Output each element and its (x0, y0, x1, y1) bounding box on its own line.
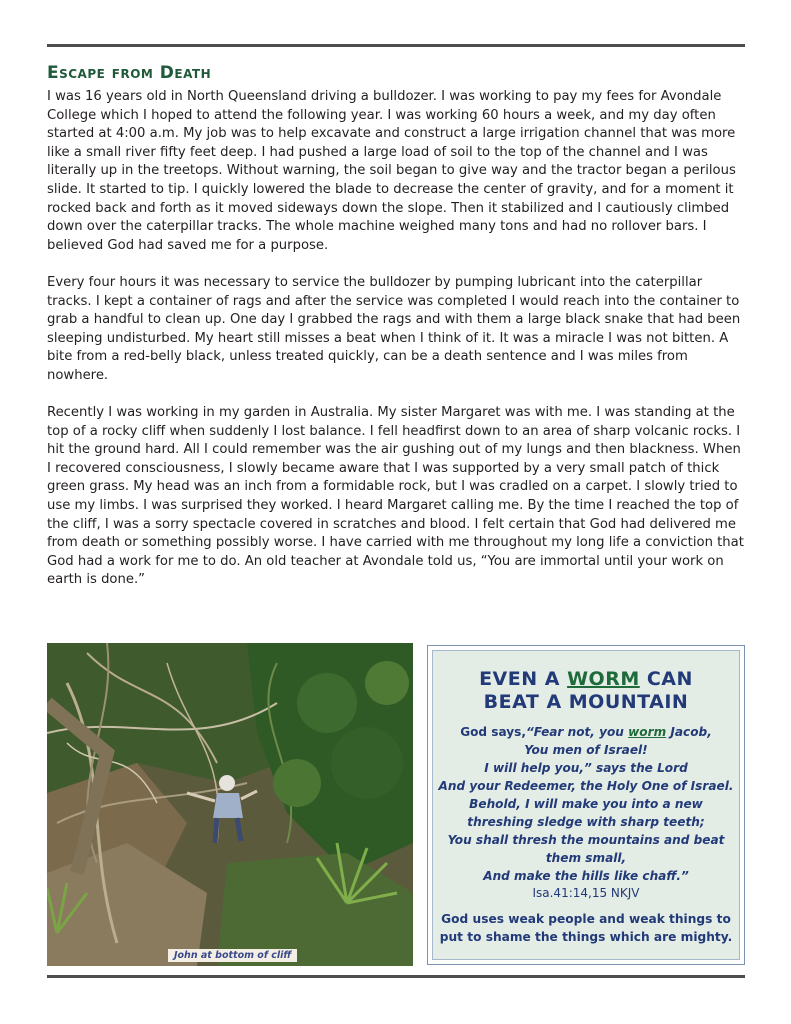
article-title: Escape from Death (47, 63, 212, 83)
top-rule (47, 44, 745, 47)
verse-line: And your Redeemer, the Holy One of Israel. (438, 779, 734, 793)
verse-worm: worm (628, 725, 667, 739)
verse-line: I will help you,” says the Lord (484, 761, 688, 775)
article-paragraph: I was 16 years old in North Queensland driving a bulldozer. I was working to pay my fees for Avondale College which I hoped to attend the following year. I was working 60 hours a week, and my day often started at 4:00 a.m. My job was to help excavate and construct a large irrigation channel that was more like a small river fifty feet deep. I had pushed a large load of soil to the top of the channel and I was literally up in the treetops. Without warning, the soil began to give way and the tractor began a perilous slide. It started to tip. I quickly lowered the blade to decrease the center of gravity, and for a moment it rocked back and forth as it moved sideways down the slope. Then it stabilized and I cautiously climbed down over the caterpillar tracks. The whole machine weighed many tons and had no rollover bars. I believed God had saved me for a purpose. (47, 89, 736, 253)
moral-line-1: God uses weak people and weak things to (441, 912, 731, 926)
headline-worm: WORM (567, 668, 640, 690)
scripture-panel (432, 650, 740, 960)
moral-line-2: put to shame the things which are mighty. (439, 930, 733, 944)
bottom-rule (47, 975, 745, 978)
cliff-photo-illustration (47, 643, 413, 966)
verse-line: You men of Israel! (524, 743, 648, 757)
headline-suffix: CAN (639, 668, 693, 690)
verse-line: And make the hills like chaff.” (483, 869, 689, 883)
verse-line: You shall thresh the mountains and beat (447, 833, 725, 847)
headline-prefix: EVEN A (479, 668, 568, 690)
verse-text (433, 723, 739, 885)
verse-after: Jacob, (666, 725, 712, 739)
verse-reference: Isa.41:14,15 NKJV (532, 886, 640, 900)
verse-line: Behold, I will make you into a new (469, 797, 703, 811)
headline-line-2: BEAT A MOUNTAIN (483, 691, 689, 713)
sidebar-headline (433, 668, 739, 714)
cliff-photo (47, 643, 413, 966)
sidebar-moral (433, 910, 739, 946)
verse-line: them small, (545, 851, 627, 865)
scripture-sidebar (427, 645, 745, 965)
article-paragraph: Every four hours it was necessary to service the bulldozer by pumping lubricant into the caterpillar tracks. I kept a container of rags and after the service was completed I would reach into the container to grab a handful to clean up. One day I grabbed the rags and with them a large black snake that had been sleeping undisturbed. My heart still misses a beat when I think of it. It was a miracle I was not bitten. A bite from a red-belly black, unless treated quickly, can be a death sentence and I was miles from nowhere. (47, 274, 741, 383)
article-body (47, 88, 747, 609)
photo-caption: John at bottom of cliff (168, 949, 297, 962)
verse-line: threshing sledge with sharp teeth; (467, 815, 705, 829)
verse-lead: God says, (460, 725, 526, 739)
verse-open: “Fear not, you (525, 725, 629, 739)
article-paragraph: Recently I was working in my garden in Australia. My sister Margaret was with me. I was standing at the top of a rocky cliff when suddenly I lost balance. I fell headfirst down to an area of sharp volcanic rocks. I hit the ground hard. All I could remember was the air gushing out of my lungs and then blackness. When I recovered consciousness, I slowly became aware that I was supported by a very small patch of thick green grass. My head was an inch from a formidable rock, but I was cradled on a carpet. I slowly tried to use my limbs. I was surprised they worked. I heard Margaret calling me. By the time I reached the top of the cliff, I was a sorry spectacle covered in scratches and blood. I felt certain that God had delivered me from death or something possibly worse. I have carried with me throughout my long life a conviction that God had a work for me to do. An old teacher at Avondale told us, “You are immortal until your work on earth is done.” (47, 405, 744, 588)
